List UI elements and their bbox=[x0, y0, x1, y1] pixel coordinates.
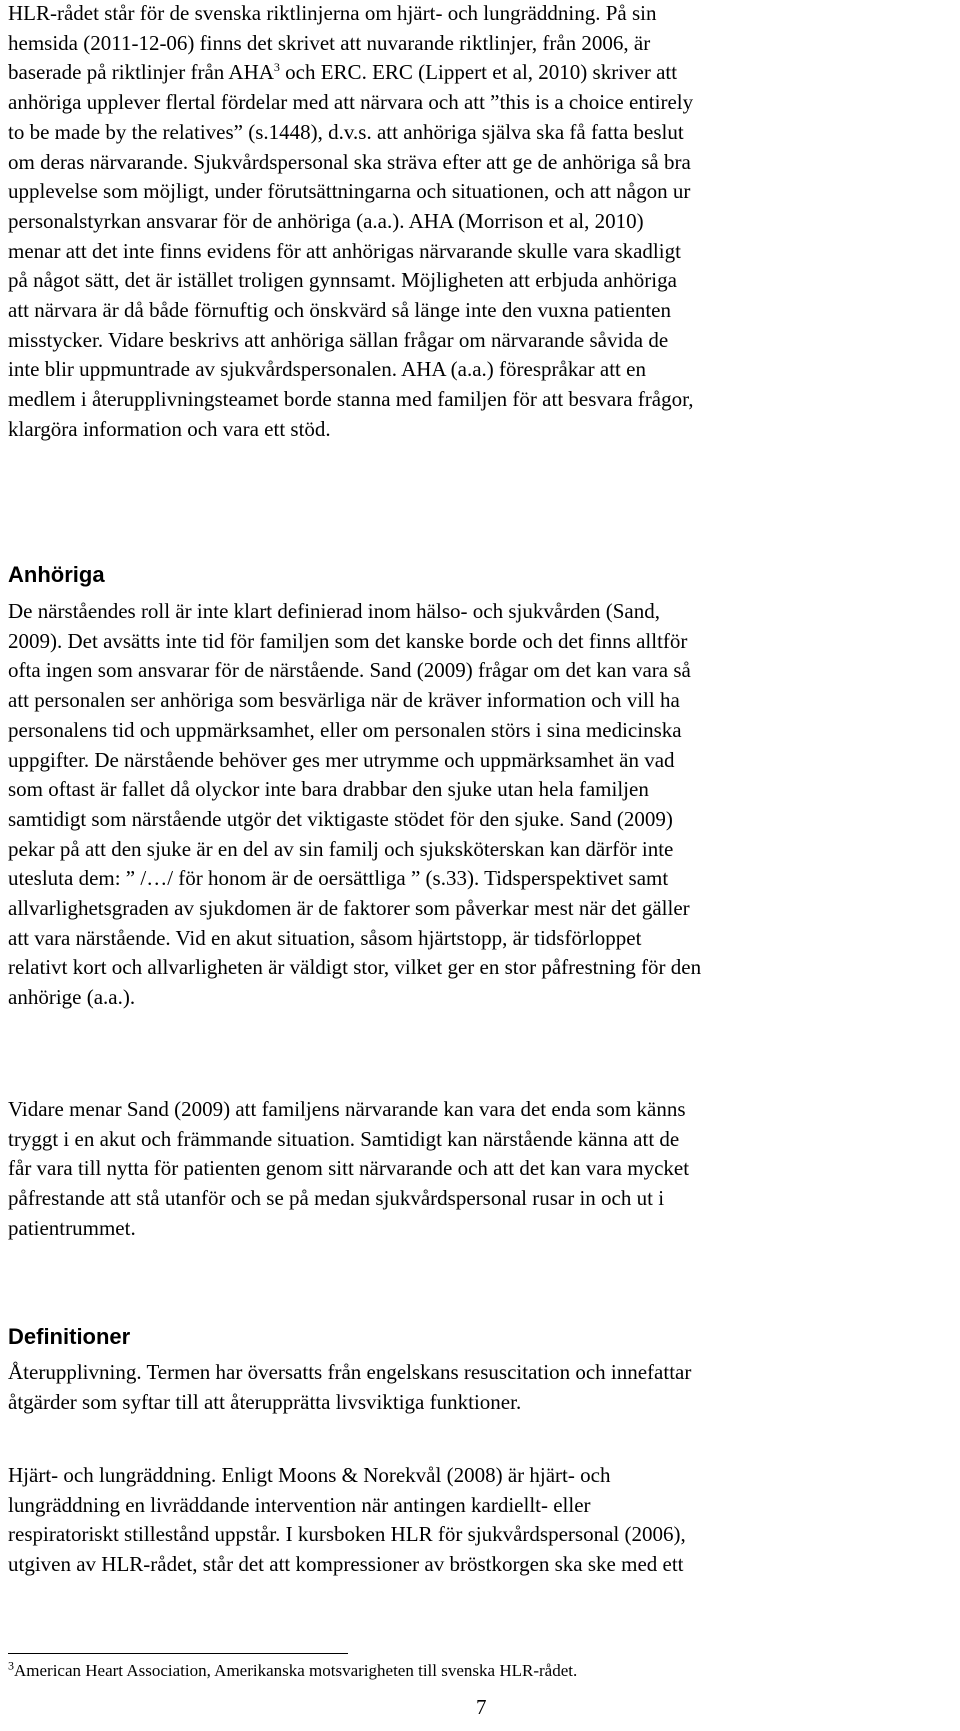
text-line bbox=[8, 58, 943, 88]
text-line: inte blir uppmuntrade av sjukvårdspersonalen. AHA (a.a.) förespråkar att en bbox=[8, 357, 646, 382]
anhoriga-paragraph-1 bbox=[8, 597, 943, 1013]
text-line: anhöriga upplever flertal fördelar med att närvara och att ”this is a choice entirely bbox=[8, 90, 694, 115]
anhoriga-paragraph-2 bbox=[8, 1095, 943, 1244]
text-line: som oftast är fallet då olyckor inte bara drabbar den sjuke utan hela familjen bbox=[8, 777, 649, 802]
footnote-divider bbox=[8, 1653, 348, 1654]
text-line: om deras närvarande. Sjukvårdspersonal ska sträva efter att ge de anhöriga så bra bbox=[8, 149, 691, 174]
definitioner-paragraph-2 bbox=[8, 1461, 943, 1580]
text-line: på något sätt, det är istället troligen gynnsamt. Möjligheten att erbjuda anhöriga bbox=[8, 268, 677, 293]
text-line: utesluta dem: ” /…/ för honom är de oersättliga ” (s.33). Tidsperspektivet samt bbox=[8, 866, 669, 891]
text-line: patientrummet. bbox=[8, 1215, 136, 1240]
text-line: Återupplivning. Termen har översatts från engelskans resuscitation och innefattar bbox=[8, 1360, 692, 1384]
section-heading-definitioner: Definitioner bbox=[8, 1324, 131, 1349]
text-line: Hjärt- och lungräddning. Enligt Moons & Norekvål (2008) är hjärt- och bbox=[8, 1463, 611, 1487]
definitioner-paragraph-1 bbox=[8, 1358, 943, 1417]
footnote-text: American Heart Association, Amerikanska motsvarigheten till svenska HLR-rådet. bbox=[14, 1661, 578, 1680]
text-line: anhörige (a.a.). bbox=[8, 985, 136, 1010]
text-line: pekar på att den sjuke är en del av sin familj och sjuksköterskan kan därför inte bbox=[8, 836, 674, 861]
text-line: misstycker. Vidare beskrivs att anhöriga sällan frågar om närvarande såvida de bbox=[8, 327, 669, 352]
text-line: HLR-rådet står för de svenska riktlinjerna om hjärt- och lungräddning. På sin bbox=[8, 1, 657, 25]
text-line: De närståendes roll är inte klart definierad inom hälso- och sjukvården (Sand, bbox=[8, 599, 660, 623]
text-line: medlem i återupplivningsteamet borde stanna med familjen för att besvara frågor, bbox=[8, 387, 694, 412]
text-line: relativt kort och allvarligheten är väldigt stor, vilket ger en stor påfrestning för den bbox=[8, 955, 702, 980]
text-line: klargöra information och vara ett stöd. bbox=[8, 416, 331, 441]
text-line: hemsida (2011-12-06) finns det skrivet att nuvarande riktlinjer, från 2006, är bbox=[8, 30, 651, 55]
footnote-number: 3 bbox=[8, 1658, 14, 1673]
text-line: att vara närstående. Vid en akut situation, såsom hjärtstopp, är tidsförloppet bbox=[8, 925, 642, 950]
text-line: tryggt i en akut och främmande situation. Samtidigt kan närstående känna att de bbox=[8, 1126, 680, 1151]
text-line: 2009). Det avsätts inte tid för familjen som det kanske borde och det finns alltför bbox=[8, 628, 688, 653]
section-heading-anhoriga: Anhöriga bbox=[8, 562, 105, 587]
text-line: to be made by the relatives” (s.1448), d.v.s. att anhöriga själva ska få fatta beslut bbox=[8, 119, 684, 144]
text-line: utgiven av HLR-rådet, står det att kompressioner av bröstkorgen ska ske med ett bbox=[8, 1552, 684, 1577]
text-line: åtgärder som syftar till att återupprätta livsviktiga funktioner. bbox=[8, 1389, 522, 1414]
text-line: lungräddning en livräddande intervention när antingen kardiellt- eller bbox=[8, 1492, 591, 1517]
text-span: baserade på riktlinjer från AHA bbox=[8, 60, 274, 85]
text-line: får vara till nytta för patienten genom sitt närvarande och att det kan vara mycket bbox=[8, 1156, 690, 1181]
text-line: att personalen ser anhöriga som besvärliga när de kräver information och vill ha bbox=[8, 688, 680, 713]
text-line: personalstyrkan ansvarar för de anhöriga (a.a.). AHA (Morrison et al, 2010) bbox=[8, 208, 644, 233]
text-line: Vidare menar Sand (2009) att familjens närvarande kan vara det enda som känns bbox=[8, 1097, 686, 1121]
text-line: menar att det inte finns evidens för att anhörigas närvarande skulle vara skadligt bbox=[8, 238, 681, 263]
footnote bbox=[8, 1660, 577, 1682]
text-line: allvarlighetsgraden av sjukdomen är de faktorer som påverkar mest när det gäller bbox=[8, 896, 690, 921]
text-line: samtidigt som närstående utgör det viktigaste stödet för den sjuke. Sand (2009) bbox=[8, 806, 673, 831]
text-line: respiratoriskt stillestånd uppstår. I kursboken HLR för sjukvårdspersonal (2006), bbox=[8, 1522, 686, 1547]
text-line: uppgifter. De närstående behöver ges mer utrymme och uppmärksamhet än vad bbox=[8, 747, 675, 772]
text-line: personalens tid och uppmärksamhet, eller om personalen störs i sina medicinska bbox=[8, 717, 682, 742]
page-number: 7 bbox=[476, 1695, 487, 1719]
text-line: upplevelse som möjligt, under förutsättningarna och situationen, och att någon ur bbox=[8, 179, 691, 204]
text-line: påfrestande att stå utanför och se på medan sjukvårdspersonal rusar in och ut i bbox=[8, 1186, 665, 1211]
text-line: att närvara är då både förnuftig och önskvärd så länge inte den vuxna patienten bbox=[8, 298, 671, 323]
intro-paragraph bbox=[8, 0, 943, 445]
text-line: ofta ingen som ansvarar för de närstående. Sand (2009) frågar om det kan vara så bbox=[8, 658, 691, 683]
text-span: och ERC. ERC (Lippert et al, 2010) skriver att bbox=[279, 60, 678, 85]
footnote-reference: 3 bbox=[273, 60, 280, 75]
